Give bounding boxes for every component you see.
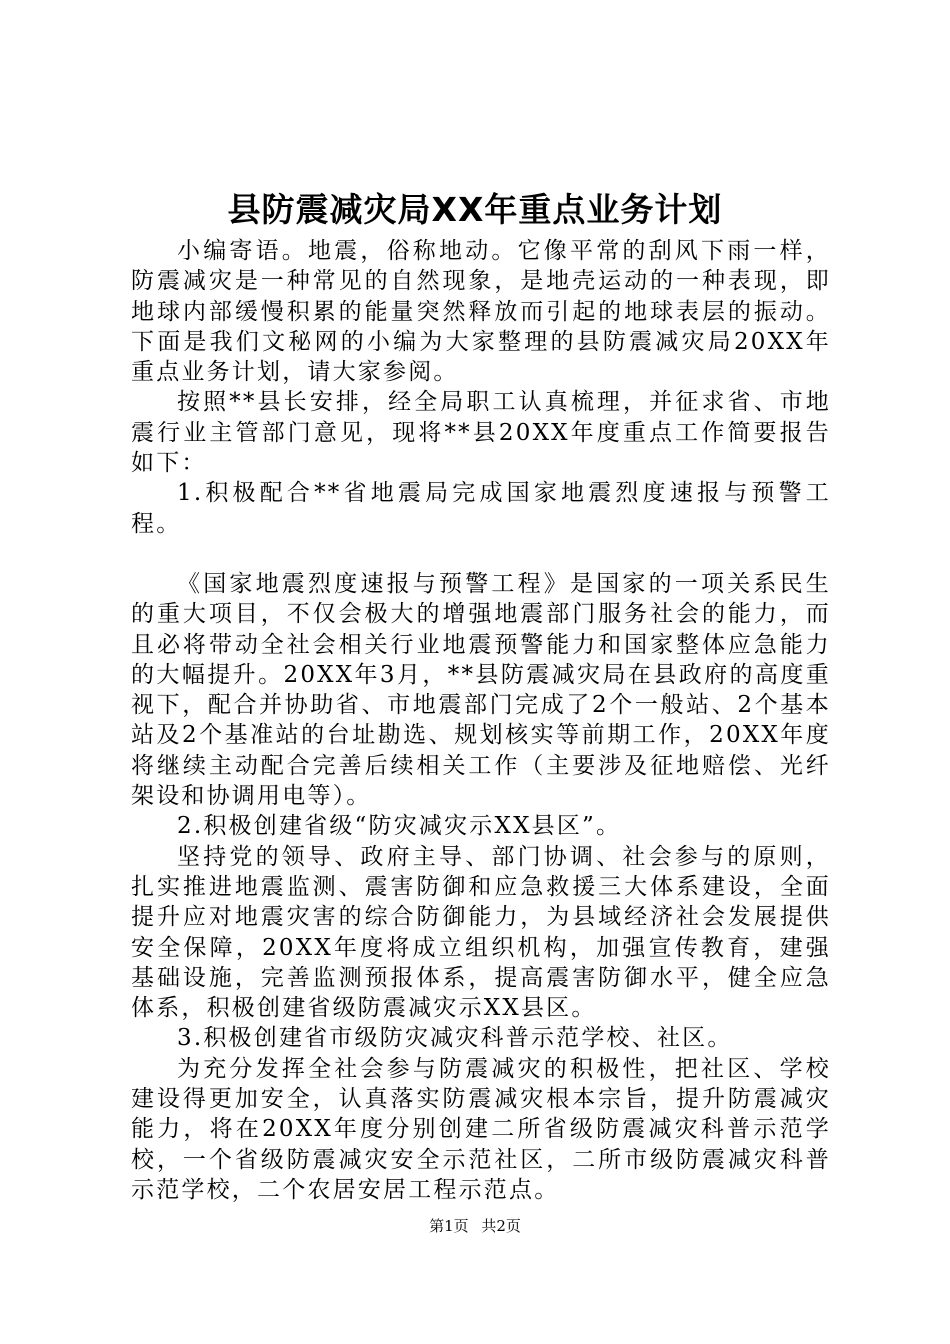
section-heading-2: 2.积极创建省级“防灾减灾示XX县区”。 xyxy=(177,813,622,840)
page-number: 第1页 xyxy=(429,1217,469,1235)
section-heading-3: 3.积极创建省市级防灾减灾科普示范学校、社区。 xyxy=(177,1025,733,1052)
document-body xyxy=(131,236,831,1205)
section-body-2: 坚持党的领导、政府主导、部门协调、社会参与的原则，扎实推进地震监测、震害防御和应急救援三大体系建设，全面提升应对地震灾害的综合防御能力，为县域经济社会发展提供安全保障，20XX年度将成立组织机构，加强宣传教育，建强基础设施，完善监测预报体系，提高震害防御水平，健全应急体系，积极创建省级防震减灾示XX县区。 xyxy=(131,843,831,1022)
section-body-1: 《国家地震烈度速报与预警工程》是国家的一项关系民生的重大项目，不仅会极大的增强地震部门服务社会的能力，而且必将带动全社会相关行业地震预警能力和国家整体应急能力的大幅提升。20XX年3月，**县防震减灾局在县政府的高度重视下，配合并协助省、市地震部门完成了2个一般站、2个基本站及2个基准站的台址勘选、规划核实等前期工作，20XX年度将继续主动配合完善后续相关工作（主要涉及征地赔偿、光纤架设和协调用电等）。 xyxy=(131,570,831,810)
page-total: 共2页 xyxy=(481,1217,521,1235)
page-footer xyxy=(0,1216,950,1236)
section-body-3: 为充分发挥全社会参与防震减灾的积极性，把社区、学校建设得更加安全，认真落实防震减灾根本宗旨，提升防震减灾能力，将在20XX年度分别创建二所省级防震减灾科普示范学校，一个省级防震减灾安全示范社区，二所市级防震减灾科普示范学校，二个农居安居工程示范点。 xyxy=(131,1055,831,1203)
section-heading-1: 1.积极配合**省地震局完成国家地震烈度速报与预警工程。 xyxy=(131,480,831,537)
intro-paragraph: 小编寄语。地震，俗称地动。它像平常的刮风下雨一样，防震减灾是一种常见的自然现象，是地壳运动的一种表现，即地球内部缓慢积累的能量突然释放而引起的地球表层的振动。下面是我们文秘网的小编为大家整理的县防震减灾局20XX年重点业务计划，请大家参阅。 xyxy=(131,238,831,386)
overview-paragraph: 按照**县长安排，经全局职工认真梳理，并征求省、市地震行业主管部门意见，现将**县20XX年度重点工作简要报告如下： xyxy=(131,389,831,477)
document-title: 县防震减灾局XX年重点业务计划 xyxy=(227,190,723,229)
